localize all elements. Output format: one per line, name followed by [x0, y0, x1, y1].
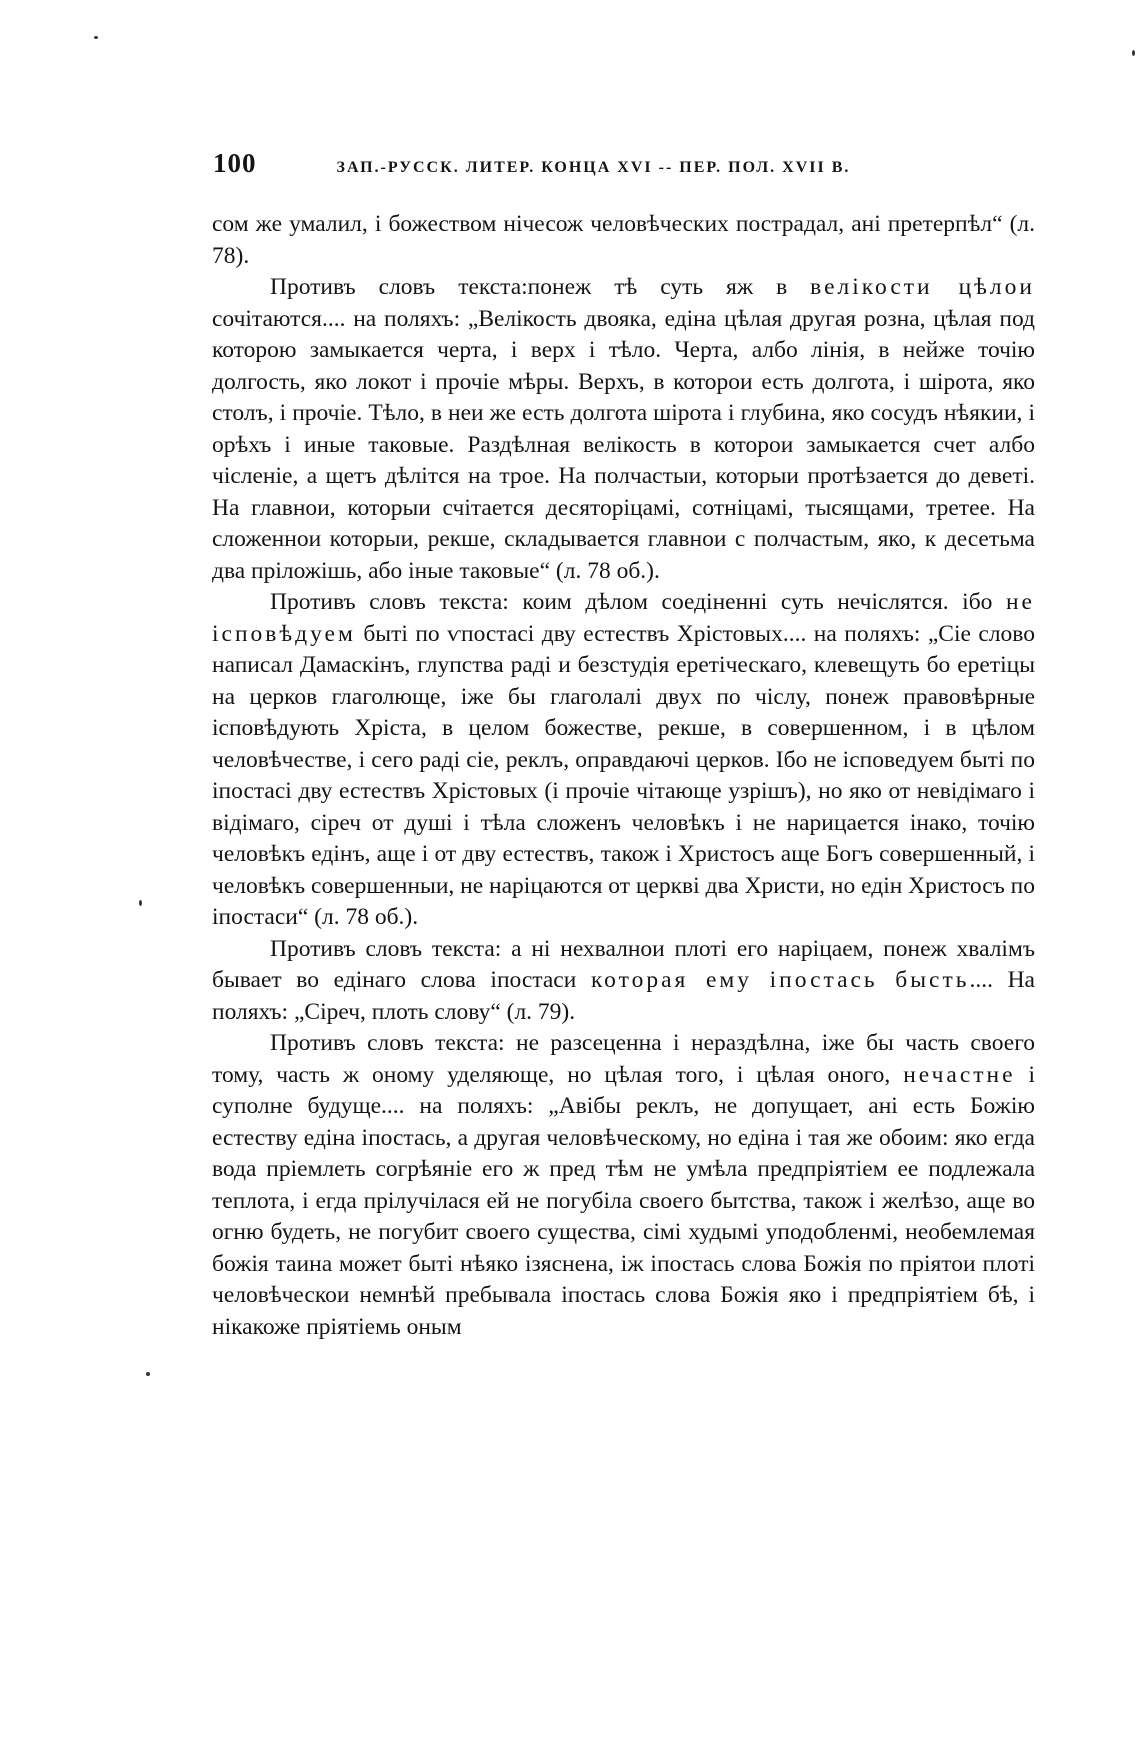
paragraph-text: .... На поляхъ: „Сіреч, плоть слову“ (л. 79).	[212, 967, 1035, 1025]
running-head: ЗАП.-РУССК. ЛИТЕР. КОНЦА XVI -- ПЕР. ПОЛ. XVII В.	[336, 159, 851, 176]
paragraph-text: быті по ѵпостасі дву естествъ Хрістовых.... на поляхъ: „Сіе слово написал Дамаскінъ, глупства раді и безстудія еретіческаго, клевещуть бо еретіцы на церков глаголюще, іже бы глаголалі двух по чіслу, понеж правовѣрные ісповѣдують Хріста, в целом божестве, рекше, в совершенном, і в цѣлом человѣчестве, і сего раді сіе, реклъ, оправдаючі церков. Ібо не ісповедуем быті по іпостасі дву естествъ Хрістовых (і прочіе чітающе узрішъ), но яко от невідімаго і відімаго, сіреч от душі і тѣла сложенъ человѣкъ і не нарицается інако, точію человѣкъ едінъ, аще і от дву естествъ, також і Христосъ аще Богъ совершенный, і человѣкъ совершенныи, не наріцаются от церкві два Христи, но едін Христосъ по іпостаси“ (л. 78 об.).	[212, 620, 1035, 930]
paragraph-text: Противъ словъ текста: а ні нехвалнои плоті его наріцаем, понеж хвалімъ бывает во едінаго слова іпостаси	[212, 935, 1035, 993]
spaced-emphasis-text: ісповѣдуем	[212, 620, 356, 647]
paragraph-text: Противъ словъ текста: не разсеценна і нераздѣлна, іже бы часть своего тому, часть ж оному уделяюще, но цѣлая того, і цѣлая оного,	[212, 1030, 1035, 1088]
paragraph	[212, 934, 1035, 1029]
scan-speck	[146, 1372, 150, 1376]
paragraph-text: Противъ словъ текста:понеж тѣ суть яж в	[270, 274, 811, 300]
spaced-emphasis-text: которая ему іпостась бысть	[590, 967, 970, 993]
paragraph	[212, 1028, 1035, 1343]
page-header	[213, 148, 1043, 184]
scan-speck	[1132, 50, 1135, 56]
scan-speck	[139, 900, 142, 906]
paragraph-text: сочітаются.... на поляхъ: „Велікость двояка, едіна цѣлая другая розна, цѣлая под которою замыкается черта, і верх і тѣло. Черта, албо лінія, в нейже точію долгость, яко локот і прочіе мѣры. Верхъ, в которои есть долгота, і шірота, яко столъ, і прочіе. Тѣло, в неи же есть долгота шірота і глубина, яко сосудъ нѣякии, і орѣхъ і иные таковые. Раздѣлная велікость в которои замыкается счет албо чісленіе, а щетъ дѣлітся на трое. На полчастыи, которыи протѣзается до деветі. На главнои, которыи счітается десяторіцамі, сотніцамі, тысящами, третее. На сложеннои которыи, рекше, складывается главнои с полчастым, яко, к десетьма два пріложішь, або іные таковые“ (л. 78 об.).	[212, 305, 1035, 584]
spaced-emphasis-text: не	[1005, 589, 1035, 615]
paragraph	[212, 272, 1035, 587]
paragraph	[212, 587, 1035, 934]
spaced-emphasis-text: велікости цѣлои	[810, 274, 1035, 300]
paragraph-text: і суполне будуще.... на поляхъ: „Авібы реклъ, не допущает, ані есть Божію естеству едіна іпостась, а другая человѣческому, но едіна і тая же обоим: яко егда вода пріемлеть согрѣяніе его ж пред тѣм не умѣла предпріятіем ее подлежала теплота, і егда прілучілася ей не погубіла своего бытства, також і желѣзо, аще во огню будеть, не погубит своего существа, сімі худымі уподобленмі, необемлемая божія таина может быті нѣяко ізяснена, іж іпостась слова Божія по пріятои плоті человѣческои немнѣй пребывала іпостась слова Божія яко і предпріятіем бѣ, і нікакоже пріятіемь оным	[212, 1061, 1036, 1340]
paragraph-text: сом же умалил, і божеством нічесож человѣческих пострадал, ані претерпѣл“ (л. 78).	[212, 211, 1035, 269]
scan-speck	[94, 36, 98, 39]
paragraph	[212, 209, 1035, 272]
page-number: 100	[213, 148, 257, 178]
spaced-emphasis-text: нечастне	[903, 1061, 1016, 1088]
paragraph-text: Противъ словъ текста: коим дѣлом соедіненні суть нечіслятся. ібо	[270, 589, 1006, 615]
body-text	[212, 209, 1035, 1343]
